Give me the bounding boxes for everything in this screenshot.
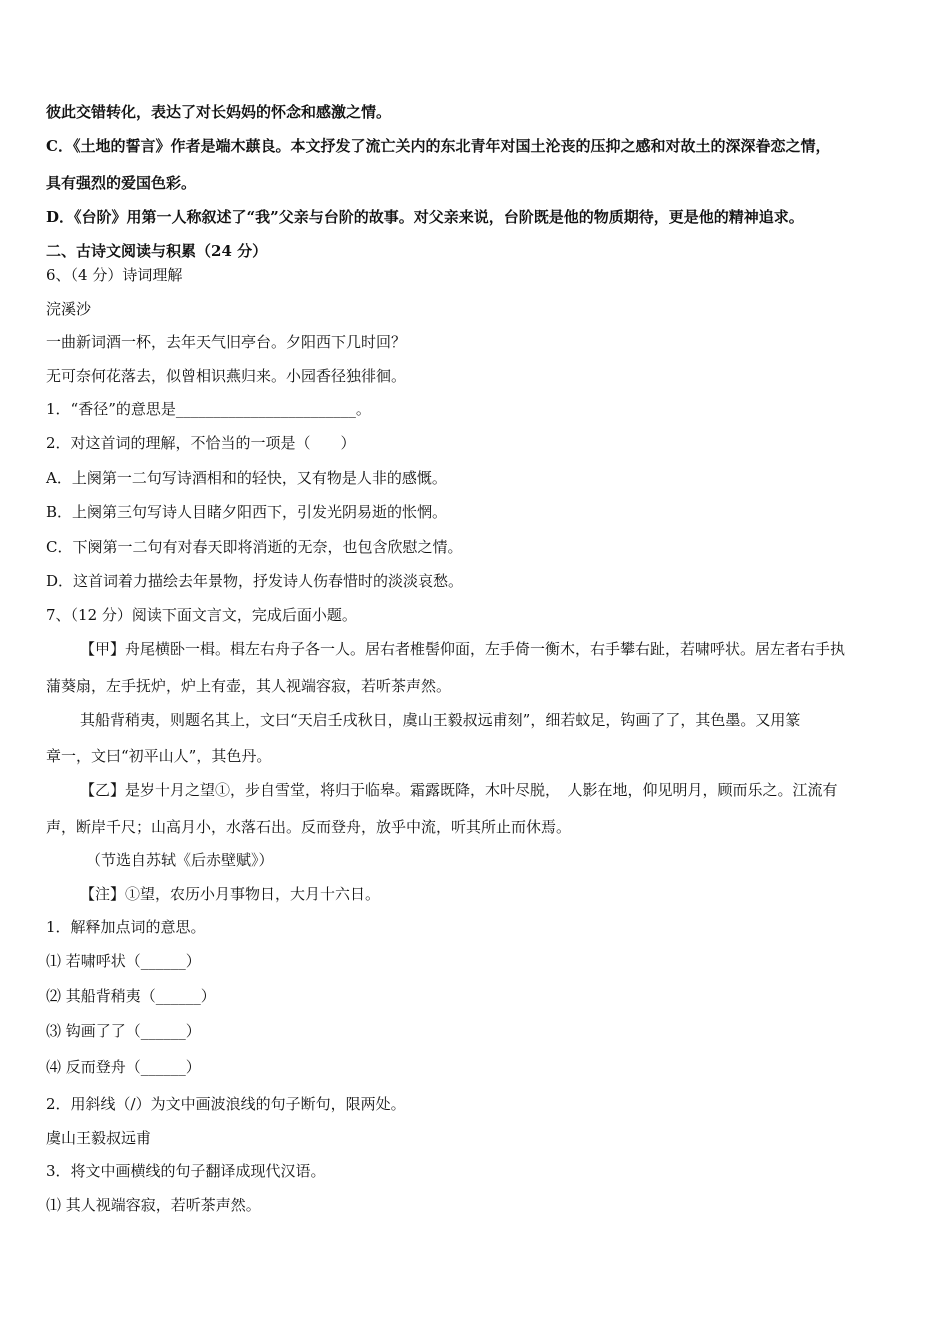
q7-sub-question-1: 1．解释加点词的意思。 — [46, 918, 206, 936]
q6-sub-question-2: 2．对这首词的理解，不恰当的一项是（ ） — [46, 434, 356, 452]
q6-option-b: B．上阕第三句写诗人目睹夕阳西下，引发光阴易逝的怅惘。 — [46, 503, 448, 521]
q6-sub-question-1: 1．“香径”的意思是________________________。 — [46, 400, 371, 418]
q7-sub-3-item-1: ⑴ 其人视端容寂，若听茶声然。 — [46, 1196, 261, 1214]
q7-sub-1-item-2: ⑵ 其船背稍夷（______） — [46, 987, 216, 1005]
passage-yi-line2: 声，断岸千尺；山高月小，水落石出。反而登舟，放乎中流，听其所止而休焉。 — [46, 818, 572, 836]
q7-sub-question-3: 3．将文中画横线的句子翻译成现代汉语。 — [46, 1162, 326, 1180]
q7-header: 7、（12 分）阅读下面文言文，完成后面小题。 — [46, 606, 357, 624]
q7-sub-1-item-4: ⑷ 反而登舟（______） — [46, 1058, 201, 1076]
q5-option-c-line1: C．《土地的誓言》作者是端木蕻良。本文抒发了流亡关内的东北青年对国土沦丧的压抑之感和对故土的深深眷恋之情， — [46, 137, 831, 155]
poem-title: 浣溪沙 — [46, 300, 92, 318]
q7-sub-1-item-1: ⑴ 若啸呼状（______） — [46, 952, 201, 970]
q6-option-c: C．下阕第一二句有对春天即将消逝的无奈，也包含欣慰之情。 — [46, 538, 463, 556]
q5-option-b-continuation: 彼此交错转化，表达了对长妈妈的怀念和感激之情。 — [46, 103, 392, 121]
q6-header: 6、（4 分）诗词理解 — [46, 266, 183, 284]
section-2-title: 二、古诗文阅读与积累（24 分） — [46, 242, 268, 260]
poem-line-1: 一曲新词酒一杯，去年天气旧亭台。夕阳西下几时回？ — [46, 333, 407, 351]
q5-option-c-line2: 具有强烈的爱国色彩。 — [46, 174, 197, 192]
passage-jia-line3: 其船背稍夷，则题名其上，文曰“天启壬戌秋日，虞山王毅叔远甫刻”，细若蚊足，钩画了了，其色墨。又用篆 — [80, 711, 801, 729]
passage-jia-line1: 【甲】舟尾横卧一楫。楫左右舟子各一人。居右者椎髻仰面，左手倚一衡木，右手攀右趾，若啸呼状。居左者右手执 — [80, 640, 846, 658]
passage-source: （节选自苏轼《后赤壁赋》） — [86, 851, 274, 869]
passage-jia-line4: 章一，文曰“初平山人”，其色丹。 — [46, 747, 272, 765]
q7-sub-question-2: 2．用斜线（/）为文中画波浪线的句子断句，限两处。 — [46, 1095, 406, 1113]
q6-option-d: D．这首词着力描绘去年景物，抒发诗人伤春惜时的淡淡哀愁。 — [46, 572, 464, 590]
q5-option-d: D．《台阶》用第一人称叙述了“我”父亲与台阶的故事。对父亲来说，台阶既是他的物质期待，更是他的精神追求。 — [46, 208, 804, 226]
q7-sub-1-item-3: ⑶ 钩画了了（______） — [46, 1022, 201, 1040]
q7-sub-2-sentence: 虞山王毅叔远甫 — [46, 1129, 152, 1147]
passage-yi-line1: 【乙】是岁十月之望①，步自雪堂，将归于临皋。霜露既降，木叶尽脱， 人影在地，仰见明月，顾而乐之。江流有 — [80, 781, 838, 799]
q6-option-a: A．上阕第一二句写诗酒相和的轻快，又有物是人非的感慨。 — [46, 469, 447, 487]
passage-note: 【注】①望，农历小月事物日，大月十六日。 — [80, 885, 381, 903]
passage-jia-line2: 蒲葵扇，左手抚炉，炉上有壶，其人视端容寂，若听茶声然。 — [46, 677, 452, 695]
poem-line-2: 无可奈何花落去，似曾相识燕归来。小园香径独徘徊。 — [46, 367, 407, 385]
